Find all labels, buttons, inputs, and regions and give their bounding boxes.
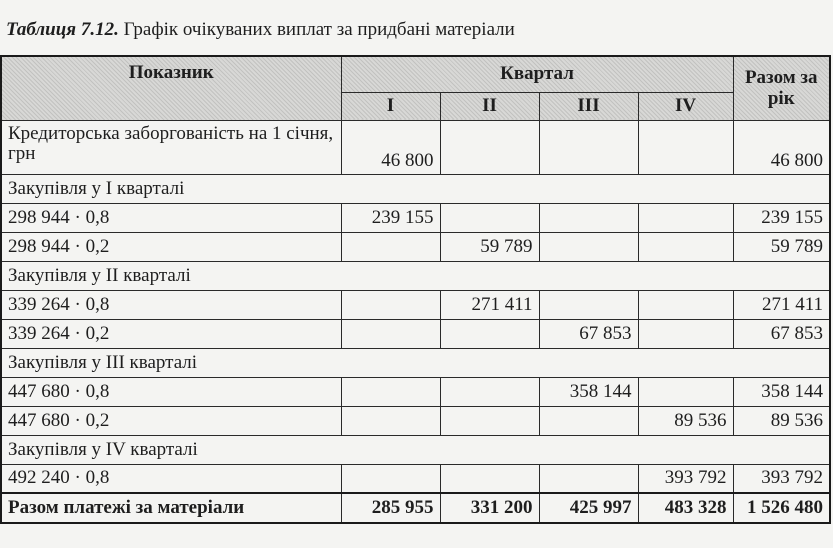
caption-title: Графік очікуваних виплат за придбані матеріали [123,19,515,40]
total-total: 1 526 480 [733,493,830,523]
section-label: Закупівля у II кварталі [1,261,830,290]
header-total-year-text: Разом за рік [744,67,818,110]
cell-q4 [638,377,733,406]
table-row [1,203,830,232]
cell-q4 [638,232,733,261]
table-row [1,406,830,435]
cell-q1 [341,319,440,348]
cell-total: 393 792 [733,464,830,493]
row-label: 447 680 · 0,8 [1,377,341,406]
cell-q1 [341,464,440,493]
cell-total: 46 800 [733,120,830,174]
section-row [1,261,830,290]
cell-q2 [440,203,539,232]
cell-q4 [638,120,733,174]
caption-number: Таблиця 7.12. [6,19,119,40]
cell-q2 [440,120,539,174]
cell-q3: 67 853 [539,319,638,348]
cell-q2: 271 411 [440,290,539,319]
row-label: 339 264 · 0,2 [1,319,341,348]
cell-q3 [539,290,638,319]
cell-total: 59 789 [733,232,830,261]
cell-q2 [440,319,539,348]
cell-q1 [341,290,440,319]
section-row [1,435,830,464]
row-label: 447 680 · 0,2 [1,406,341,435]
header-q1: I [341,92,440,120]
table-caption [6,19,515,41]
row-label: 298 944 · 0,2 [1,232,341,261]
cell-q2 [440,406,539,435]
header-total-year [733,56,830,120]
cell-q3 [539,120,638,174]
row-label: Кредиторська заборгованість на 1 січня, грн [1,120,341,174]
cell-q2: 59 789 [440,232,539,261]
header-q2: II [440,92,539,120]
section-label: Закупівля у IV кварталі [1,435,830,464]
table-row [1,377,830,406]
cell-q4: 89 536 [638,406,733,435]
header-indicator: Показник [1,56,341,120]
section-row [1,174,830,203]
cell-q1: 46 800 [341,120,440,174]
cell-total: 358 144 [733,377,830,406]
header-q3: III [539,92,638,120]
table-row [1,120,830,174]
cell-total: 67 853 [733,319,830,348]
table-row [1,319,830,348]
row-label: 339 264 · 0,8 [1,290,341,319]
cell-q3 [539,406,638,435]
total-row [1,493,830,523]
cell-q1 [341,377,440,406]
payments-table [0,55,831,524]
cell-q1: 239 155 [341,203,440,232]
row-label: 298 944 · 0,8 [1,203,341,232]
cell-q4: 393 792 [638,464,733,493]
total-q3: 425 997 [539,493,638,523]
header-quarter: Квартал [341,56,733,92]
cell-q4 [638,290,733,319]
section-label: Закупівля у III кварталі [1,348,830,377]
cell-q1 [341,406,440,435]
section-row [1,348,830,377]
row-label: 492 240 · 0,8 [1,464,341,493]
cell-q2 [440,464,539,493]
cell-q3 [539,464,638,493]
cell-q3: 358 144 [539,377,638,406]
cell-q4 [638,203,733,232]
cell-q3 [539,232,638,261]
cell-q4 [638,319,733,348]
table-row [1,464,830,493]
total-label: Разом платежі за матеріали [1,493,341,523]
cell-q2 [440,377,539,406]
header-q4: IV [638,92,733,120]
cell-q1 [341,232,440,261]
total-q1: 285 955 [341,493,440,523]
cell-total: 271 411 [733,290,830,319]
table-row [1,232,830,261]
total-q2: 331 200 [440,493,539,523]
section-label: Закупівля у I кварталі [1,174,830,203]
cell-total: 89 536 [733,406,830,435]
table-row [1,290,830,319]
cell-total: 239 155 [733,203,830,232]
total-q4: 483 328 [638,493,733,523]
cell-q3 [539,203,638,232]
